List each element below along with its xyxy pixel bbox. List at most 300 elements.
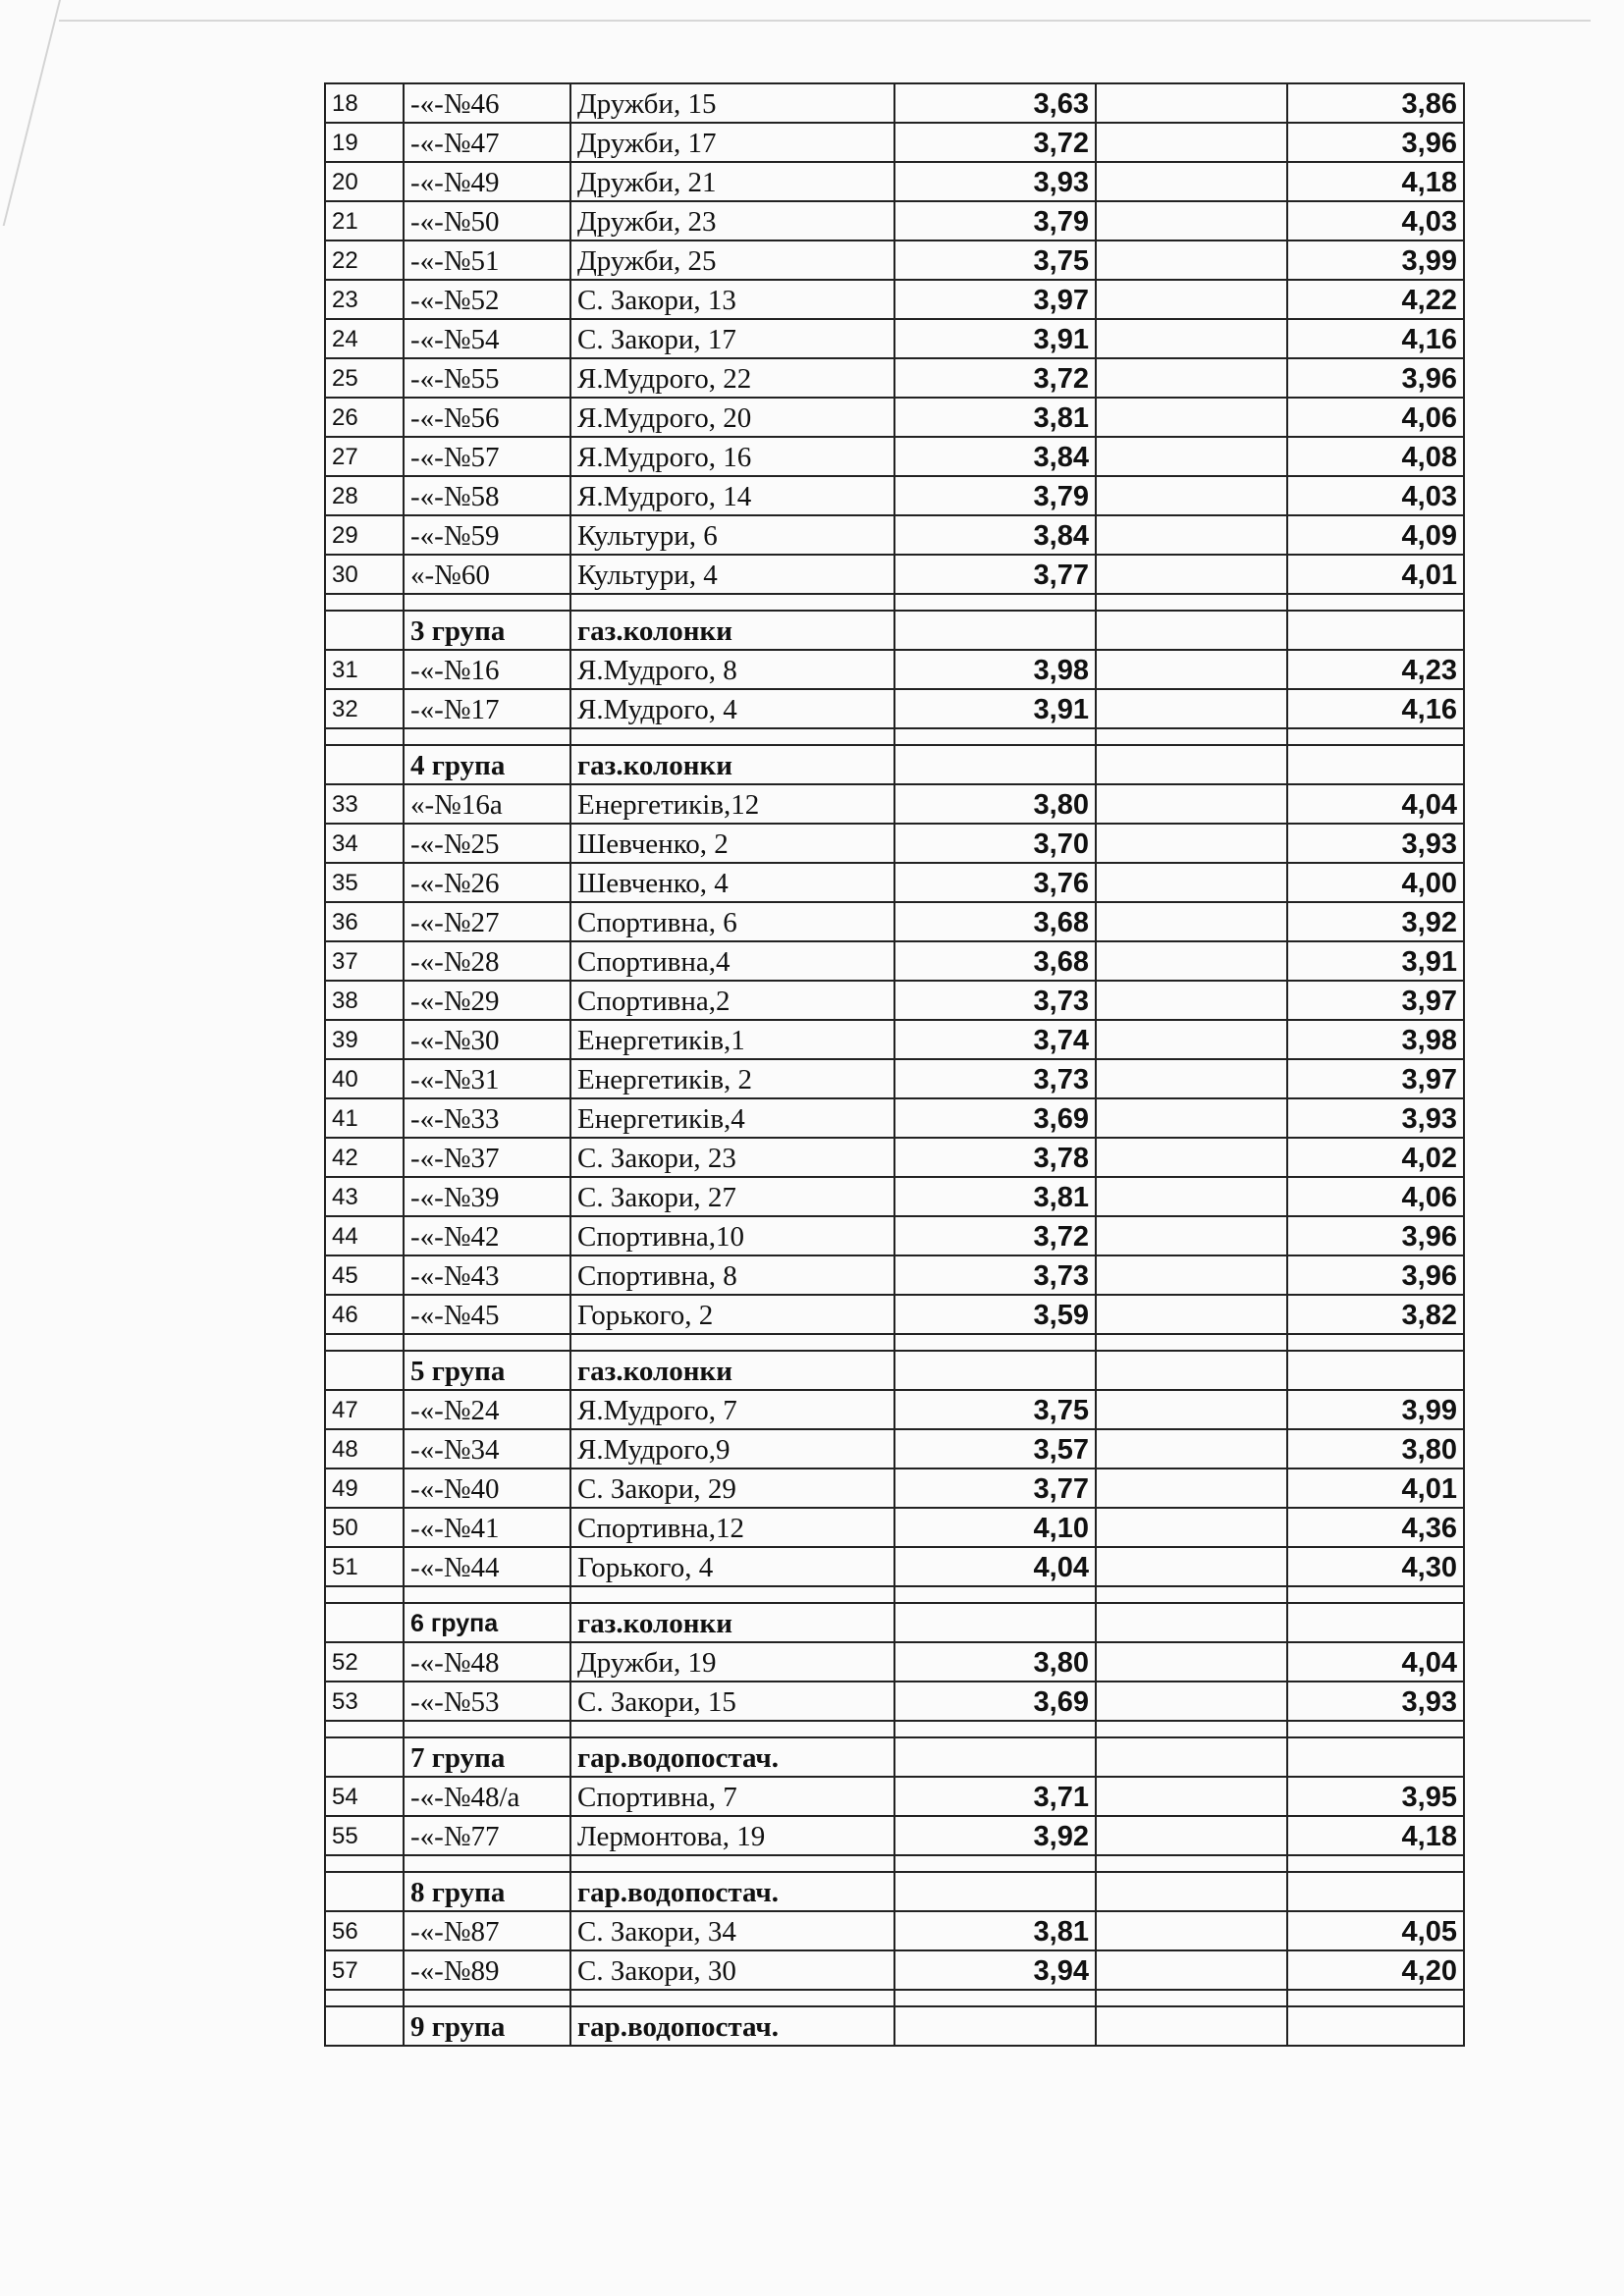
row-number: 57 <box>325 1950 404 1990</box>
empty-cell <box>325 1855 404 1872</box>
empty-cell <box>1096 1737 1287 1777</box>
empty-cell <box>570 594 894 611</box>
address: Культури, 6 <box>570 515 894 555</box>
group-label: 3 група <box>404 611 570 650</box>
value-1: 3,92 <box>894 1816 1096 1855</box>
value-1: 3,73 <box>894 1059 1096 1098</box>
empty-cell <box>1096 123 1287 162</box>
house-number: -«-№17 <box>404 689 570 728</box>
empty-cell <box>894 1855 1096 1872</box>
row-number: 44 <box>325 1216 404 1255</box>
table-row <box>325 240 1464 280</box>
house-number: -«-№49 <box>404 162 570 201</box>
house-number: -«-№24 <box>404 1390 570 1429</box>
group-type: газ.колонки <box>570 745 894 784</box>
empty-cell <box>325 1872 404 1911</box>
house-number: -«-№50 <box>404 201 570 240</box>
value-2: 4,23 <box>1287 650 1464 689</box>
empty-cell <box>1096 437 1287 476</box>
empty-cell <box>1096 358 1287 398</box>
address: Дружби, 21 <box>570 162 894 201</box>
empty-cell <box>325 1721 404 1737</box>
row-number: 52 <box>325 1642 404 1682</box>
empty-cell <box>570 1990 894 2006</box>
empty-cell <box>1287 1990 1464 2006</box>
row-number: 45 <box>325 1255 404 1295</box>
table-row <box>325 1642 1464 1682</box>
house-number: -«-№28 <box>404 941 570 981</box>
value-1: 3,80 <box>894 1642 1096 1682</box>
empty-cell <box>570 1586 894 1603</box>
empty-cell <box>1096 1816 1287 1855</box>
row-number: 21 <box>325 201 404 240</box>
row-number: 51 <box>325 1547 404 1586</box>
address: Дружби, 25 <box>570 240 894 280</box>
value-2: 4,00 <box>1287 863 1464 902</box>
empty-cell <box>1287 2006 1464 2046</box>
value-2: 4,22 <box>1287 280 1464 319</box>
empty-cell <box>325 1603 404 1642</box>
table-row <box>325 1020 1464 1059</box>
separator-row <box>325 1990 1464 2006</box>
row-number: 32 <box>325 689 404 728</box>
empty-cell <box>1096 515 1287 555</box>
empty-cell <box>1096 240 1287 280</box>
empty-cell <box>325 1334 404 1351</box>
empty-cell <box>1096 1390 1287 1429</box>
empty-cell <box>1096 1603 1287 1642</box>
row-number: 34 <box>325 824 404 863</box>
empty-cell <box>325 1990 404 2006</box>
value-2: 4,01 <box>1287 555 1464 594</box>
table-row <box>325 1059 1464 1098</box>
group-header-row <box>325 1737 1464 1777</box>
empty-cell <box>1096 728 1287 745</box>
empty-cell <box>1096 201 1287 240</box>
address: Спортивна, 7 <box>570 1777 894 1816</box>
address: Я.Мудрого, 4 <box>570 689 894 728</box>
empty-cell <box>1096 689 1287 728</box>
empty-cell <box>1096 745 1287 784</box>
row-number: 28 <box>325 476 404 515</box>
empty-cell <box>894 1721 1096 1737</box>
empty-cell <box>1096 1950 1287 1990</box>
empty-cell <box>570 1721 894 1737</box>
table-row <box>325 824 1464 863</box>
value-2: 4,36 <box>1287 1508 1464 1547</box>
empty-cell <box>1096 398 1287 437</box>
group-label: 8 група <box>404 1872 570 1911</box>
empty-cell <box>325 1586 404 1603</box>
address: Я.Мудрого,9 <box>570 1429 894 1468</box>
value-2: 3,93 <box>1287 1682 1464 1721</box>
separator-row <box>325 1855 1464 1872</box>
value-2: 3,96 <box>1287 1255 1464 1295</box>
value-2: 3,93 <box>1287 824 1464 863</box>
value-1: 3,91 <box>894 319 1096 358</box>
table-row <box>325 476 1464 515</box>
table-row <box>325 555 1464 594</box>
empty-cell <box>894 728 1096 745</box>
value-2: 3,99 <box>1287 240 1464 280</box>
empty-cell <box>325 728 404 745</box>
house-number: -«-№30 <box>404 1020 570 1059</box>
address: Горького, 4 <box>570 1547 894 1586</box>
value-1: 3,76 <box>894 863 1096 902</box>
empty-cell <box>1287 1334 1464 1351</box>
empty-cell <box>1096 824 1287 863</box>
empty-cell <box>894 1603 1096 1642</box>
empty-cell <box>894 1990 1096 2006</box>
house-number: -«-№59 <box>404 515 570 555</box>
value-1: 3,72 <box>894 123 1096 162</box>
row-number: 50 <box>325 1508 404 1547</box>
value-2: 4,05 <box>1287 1911 1464 1950</box>
value-1: 3,73 <box>894 1255 1096 1295</box>
house-number: -«-№55 <box>404 358 570 398</box>
table-row <box>325 981 1464 1020</box>
table-row <box>325 162 1464 201</box>
table-row <box>325 1950 1464 1990</box>
row-number: 53 <box>325 1682 404 1721</box>
address: Дружби, 23 <box>570 201 894 240</box>
separator-row <box>325 728 1464 745</box>
row-number: 39 <box>325 1020 404 1059</box>
empty-cell <box>1096 1872 1287 1911</box>
empty-cell <box>1096 1547 1287 1586</box>
address: Шевченко, 2 <box>570 824 894 863</box>
value-2: 3,80 <box>1287 1429 1464 1468</box>
empty-cell <box>1287 594 1464 611</box>
empty-cell <box>1096 162 1287 201</box>
value-1: 3,81 <box>894 1911 1096 1950</box>
value-2: 4,06 <box>1287 398 1464 437</box>
house-number: -«-№29 <box>404 981 570 1020</box>
address: Дружби, 17 <box>570 123 894 162</box>
table-row <box>325 280 1464 319</box>
house-number: -«-№39 <box>404 1177 570 1216</box>
empty-cell <box>1096 319 1287 358</box>
table-row <box>325 1468 1464 1508</box>
value-2: 3,93 <box>1287 1098 1464 1138</box>
table-row <box>325 902 1464 941</box>
separator-row <box>325 1721 1464 1737</box>
house-number: -«-№58 <box>404 476 570 515</box>
empty-cell <box>894 1872 1096 1911</box>
house-number: «-№60 <box>404 555 570 594</box>
house-number: -«-№40 <box>404 1468 570 1508</box>
value-2: 3,92 <box>1287 902 1464 941</box>
empty-cell <box>1096 902 1287 941</box>
value-2: 4,30 <box>1287 1547 1464 1586</box>
table-row <box>325 1177 1464 1216</box>
empty-cell <box>1287 1586 1464 1603</box>
value-2: 3,91 <box>1287 941 1464 981</box>
empty-cell <box>1096 1508 1287 1547</box>
value-1: 3,81 <box>894 1177 1096 1216</box>
value-1: 3,71 <box>894 1777 1096 1816</box>
value-2: 4,20 <box>1287 1950 1464 1990</box>
empty-cell <box>570 728 894 745</box>
value-2: 4,16 <box>1287 689 1464 728</box>
empty-cell <box>325 1351 404 1390</box>
empty-cell <box>894 1737 1096 1777</box>
value-2: 3,95 <box>1287 1777 1464 1816</box>
empty-cell <box>1096 1642 1287 1682</box>
row-number: 49 <box>325 1468 404 1508</box>
empty-cell <box>1096 981 1287 1020</box>
group-type: газ.колонки <box>570 1351 894 1390</box>
value-1: 3,81 <box>894 398 1096 437</box>
empty-cell <box>1096 1468 1287 1508</box>
group-header-row <box>325 1603 1464 1642</box>
empty-cell <box>1096 1586 1287 1603</box>
group-header-row <box>325 1872 1464 1911</box>
value-1: 3,78 <box>894 1138 1096 1177</box>
address: Енергетиків, 2 <box>570 1059 894 1098</box>
empty-cell <box>894 594 1096 611</box>
house-number: -«-№26 <box>404 863 570 902</box>
empty-cell <box>1287 1855 1464 1872</box>
house-number: -«-№51 <box>404 240 570 280</box>
empty-cell <box>404 1334 570 1351</box>
scan-edge <box>0 0 61 226</box>
row-number: 56 <box>325 1911 404 1950</box>
house-number: -«-№56 <box>404 398 570 437</box>
empty-cell <box>1096 1429 1287 1468</box>
empty-cell <box>894 1586 1096 1603</box>
table-row <box>325 1295 1464 1334</box>
empty-cell <box>1287 1721 1464 1737</box>
empty-cell <box>1287 1737 1464 1777</box>
value-1: 3,77 <box>894 555 1096 594</box>
group-label: 7 група <box>404 1737 570 1777</box>
address: Спортивна,4 <box>570 941 894 981</box>
value-2: 3,86 <box>1287 83 1464 123</box>
empty-cell <box>570 1855 894 1872</box>
empty-cell <box>1096 1216 1287 1255</box>
row-number: 26 <box>325 398 404 437</box>
value-2: 3,97 <box>1287 1059 1464 1098</box>
address: Я.Мудрого, 8 <box>570 650 894 689</box>
address: Спортивна, 6 <box>570 902 894 941</box>
address: С. Закори, 15 <box>570 1682 894 1721</box>
empty-cell <box>894 745 1096 784</box>
group-type: газ.колонки <box>570 1603 894 1642</box>
value-2: 3,99 <box>1287 1390 1464 1429</box>
empty-cell <box>325 611 404 650</box>
value-1: 3,79 <box>894 201 1096 240</box>
empty-cell <box>404 594 570 611</box>
table-body <box>325 83 1464 2046</box>
tariff-table <box>324 82 1465 2047</box>
address: Спортивна,12 <box>570 1508 894 1547</box>
value-1: 3,84 <box>894 437 1096 476</box>
value-2: 4,18 <box>1287 1816 1464 1855</box>
house-number: -«-№25 <box>404 824 570 863</box>
group-header-row <box>325 1351 1464 1390</box>
address: Лермонтова, 19 <box>570 1816 894 1855</box>
row-number: 55 <box>325 1816 404 1855</box>
table-row <box>325 689 1464 728</box>
table-row <box>325 201 1464 240</box>
value-1: 3,69 <box>894 1682 1096 1721</box>
table-row <box>325 1255 1464 1295</box>
address: С. Закори, 23 <box>570 1138 894 1177</box>
house-number: -«-№89 <box>404 1950 570 1990</box>
empty-cell <box>1096 1777 1287 1816</box>
table-row <box>325 650 1464 689</box>
group-type: гар.водопостач. <box>570 1872 894 1911</box>
address: Я.Мудрого, 14 <box>570 476 894 515</box>
value-1: 3,72 <box>894 358 1096 398</box>
empty-cell <box>1287 1603 1464 1642</box>
value-2: 3,96 <box>1287 1216 1464 1255</box>
row-number: 43 <box>325 1177 404 1216</box>
empty-cell <box>1096 650 1287 689</box>
house-number: -«-№48 <box>404 1642 570 1682</box>
value-2: 4,18 <box>1287 162 1464 201</box>
value-1: 3,80 <box>894 784 1096 824</box>
table-row <box>325 437 1464 476</box>
row-number: 36 <box>325 902 404 941</box>
value-1: 3,79 <box>894 476 1096 515</box>
row-number: 46 <box>325 1295 404 1334</box>
address: Я.Мудрого, 22 <box>570 358 894 398</box>
table-row <box>325 784 1464 824</box>
row-number: 30 <box>325 555 404 594</box>
address: Спортивна,10 <box>570 1216 894 1255</box>
empty-cell <box>1096 1020 1287 1059</box>
address: С. Закори, 13 <box>570 280 894 319</box>
value-1: 3,77 <box>894 1468 1096 1508</box>
table-row <box>325 123 1464 162</box>
empty-cell <box>570 1334 894 1351</box>
value-2: 4,04 <box>1287 1642 1464 1682</box>
value-1: 3,97 <box>894 280 1096 319</box>
value-1: 3,75 <box>894 240 1096 280</box>
empty-cell <box>1096 1911 1287 1950</box>
empty-cell <box>1096 784 1287 824</box>
empty-cell <box>1096 2006 1287 2046</box>
row-number: 48 <box>325 1429 404 1468</box>
row-number: 47 <box>325 1390 404 1429</box>
value-1: 3,68 <box>894 941 1096 981</box>
group-header-row <box>325 2006 1464 2046</box>
address: Спортивна, 8 <box>570 1255 894 1295</box>
value-2: 4,02 <box>1287 1138 1464 1177</box>
group-header-row <box>325 611 1464 650</box>
empty-cell <box>325 594 404 611</box>
house-number: -«-№42 <box>404 1216 570 1255</box>
empty-cell <box>1096 941 1287 981</box>
house-number: -«-№48/а <box>404 1777 570 1816</box>
value-2: 4,03 <box>1287 476 1464 515</box>
house-number: -«-№44 <box>404 1547 570 1586</box>
house-number: -«-№27 <box>404 902 570 941</box>
row-number: 33 <box>325 784 404 824</box>
empty-cell <box>1096 476 1287 515</box>
value-1: 3,84 <box>894 515 1096 555</box>
value-1: 3,93 <box>894 162 1096 201</box>
address: Горького, 2 <box>570 1295 894 1334</box>
empty-cell <box>1096 1351 1287 1390</box>
scan-top-edge <box>59 20 1591 22</box>
address: Енергетиків,12 <box>570 784 894 824</box>
empty-cell <box>1287 611 1464 650</box>
separator-row <box>325 1586 1464 1603</box>
empty-cell <box>1096 1138 1287 1177</box>
house-number: -«-№31 <box>404 1059 570 1098</box>
value-2: 4,01 <box>1287 1468 1464 1508</box>
empty-cell <box>894 2006 1096 2046</box>
group-header-row <box>325 745 1464 784</box>
house-number: -«-№34 <box>404 1429 570 1468</box>
empty-cell <box>1096 1990 1287 2006</box>
table-row <box>325 1547 1464 1586</box>
row-number: 42 <box>325 1138 404 1177</box>
value-1: 3,73 <box>894 981 1096 1020</box>
value-1: 3,72 <box>894 1216 1096 1255</box>
value-1: 3,94 <box>894 1950 1096 1990</box>
table-row <box>325 1508 1464 1547</box>
address: С. Закори, 17 <box>570 319 894 358</box>
empty-cell <box>1287 1351 1464 1390</box>
empty-cell <box>1096 1098 1287 1138</box>
empty-cell <box>1287 745 1464 784</box>
address: Дружби, 15 <box>570 83 894 123</box>
empty-cell <box>404 1855 570 1872</box>
empty-cell <box>894 611 1096 650</box>
house-number: -«-№54 <box>404 319 570 358</box>
row-number: 41 <box>325 1098 404 1138</box>
house-number: -«-№16 <box>404 650 570 689</box>
table-row <box>325 1911 1464 1950</box>
address: С. Закори, 27 <box>570 1177 894 1216</box>
house-number: -«-№46 <box>404 83 570 123</box>
empty-cell <box>1096 1255 1287 1295</box>
address: Енергетиків,1 <box>570 1020 894 1059</box>
address: Шевченко, 4 <box>570 863 894 902</box>
group-type: газ.колонки <box>570 611 894 650</box>
group-type: гар.водопостач. <box>570 1737 894 1777</box>
table-row <box>325 1682 1464 1721</box>
row-number: 25 <box>325 358 404 398</box>
value-1: 3,91 <box>894 689 1096 728</box>
house-number: -«-№45 <box>404 1295 570 1334</box>
value-2: 4,06 <box>1287 1177 1464 1216</box>
house-number: -«-№43 <box>404 1255 570 1295</box>
value-1: 3,69 <box>894 1098 1096 1138</box>
value-2: 4,09 <box>1287 515 1464 555</box>
separator-row <box>325 1334 1464 1351</box>
value-2: 4,08 <box>1287 437 1464 476</box>
empty-cell <box>1096 1295 1287 1334</box>
value-2: 4,16 <box>1287 319 1464 358</box>
address: Спортивна,2 <box>570 981 894 1020</box>
empty-cell <box>1096 1721 1287 1737</box>
table-row <box>325 358 1464 398</box>
value-2: 3,96 <box>1287 358 1464 398</box>
empty-cell <box>1096 611 1287 650</box>
empty-cell <box>1096 555 1287 594</box>
house-number: -«-№53 <box>404 1682 570 1721</box>
table-row <box>325 515 1464 555</box>
value-2: 3,98 <box>1287 1020 1464 1059</box>
empty-cell <box>894 1351 1096 1390</box>
row-number: 54 <box>325 1777 404 1816</box>
empty-cell <box>1096 1682 1287 1721</box>
